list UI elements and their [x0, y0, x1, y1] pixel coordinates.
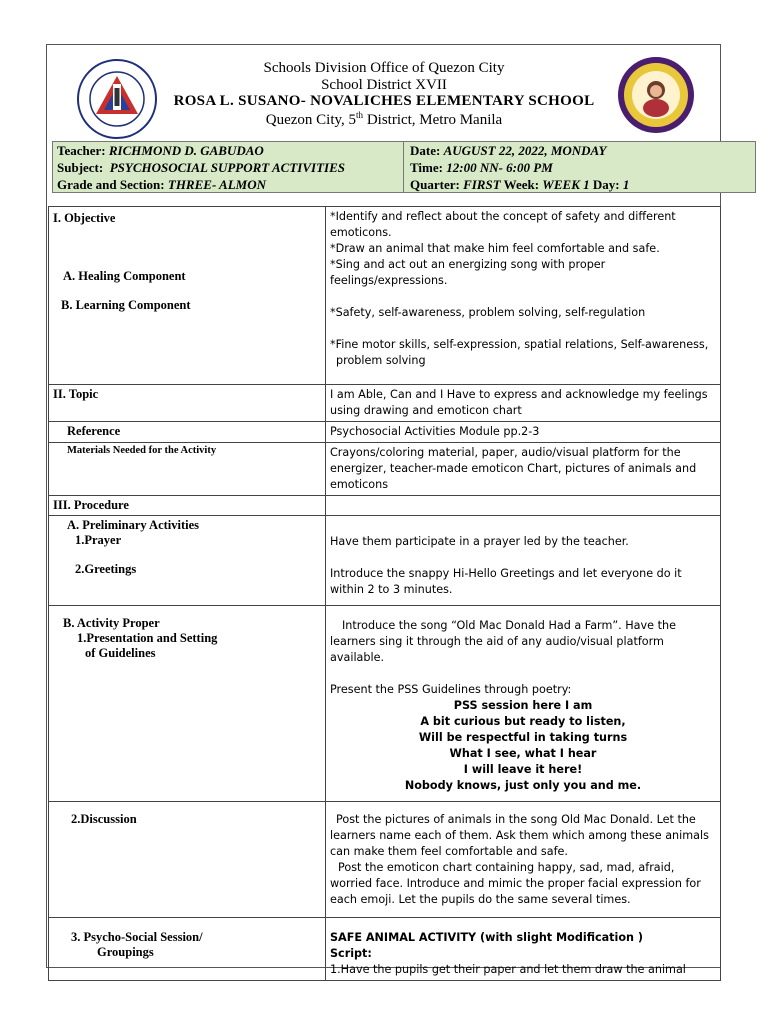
discussion-content	[326, 802, 721, 918]
subject-value: PSYCHOSOCIAL SUPPORT ACTIVITIES	[109, 160, 345, 175]
table-row	[49, 385, 721, 422]
groupings-heading: Groupings	[97, 945, 154, 959]
materials-cell	[49, 443, 326, 496]
time-value: 12:00 NN- 6:00 PM	[446, 160, 553, 175]
discussion-heading: 2.Discussion	[71, 812, 137, 826]
objective-item: *Safety, self-awareness, problem solving, self-regulation	[330, 306, 646, 319]
poem-line: I will leave it here!	[463, 763, 583, 776]
quarter-value: FIRST	[463, 177, 501, 192]
poem-line: Nobody knows, just only you and me.	[404, 779, 642, 792]
poem-line: PSS session here I am	[453, 699, 593, 712]
materials-heading: Materials Needed for the Activity	[67, 445, 217, 456]
objective-item: *Identify and reflect about the concept of safety and different emoticons.	[330, 210, 676, 239]
song-intro: Introduce the song “Old Mac Donald Had a Farm”. Have the learners sing it through the aid of any audio/visual platform available.	[330, 619, 676, 664]
table-row	[49, 443, 721, 496]
date-row	[410, 142, 750, 159]
division-office-title: Schools Division Office of Quezon City	[263, 60, 505, 76]
table-row	[49, 802, 721, 918]
quarter-label: Quarter:	[410, 177, 460, 192]
procedure-content	[326, 496, 721, 516]
quarter-row	[410, 176, 750, 193]
discussion-paragraph: Post the pictures of animals in the song Old Mac Donald. Let the learners name each of them. Ask them which among these animals can make them feel comfortable and safe.	[330, 813, 709, 858]
week-value: WEEK 1	[542, 177, 590, 192]
healing-component: A. Healing Component	[63, 269, 186, 283]
school-name: ROSA L. SUSANO- NOVALICHES ELEMENTARY SCHOOL	[173, 93, 595, 109]
table-row	[49, 422, 721, 443]
day-label: Day:	[592, 177, 620, 192]
table-row	[49, 207, 721, 385]
poem-line: A bit curious but ready to listen,	[420, 715, 626, 728]
info-left-column	[57, 142, 404, 192]
presentation-heading: 1.Presentation and Setting	[77, 631, 218, 645]
learning-component: B. Learning Component	[61, 298, 191, 312]
activity-cell	[49, 606, 326, 802]
objective-item: *Fine motor skills, self-expression, spatial relations, Self-awareness,	[330, 338, 709, 351]
topic-content	[326, 385, 721, 422]
prayer-text: Have them participate in a prayer led by the teacher.	[330, 535, 629, 548]
teacher-name: RICHMOND D. GABUDAO	[108, 143, 264, 158]
preliminary-heading: A. Preliminary Activities	[67, 518, 200, 532]
info-right-column	[410, 142, 750, 192]
reference-cell	[49, 422, 326, 443]
psycho-cell	[49, 918, 326, 981]
topic-heading: II. Topic	[53, 387, 99, 401]
topic-text: I am Able, Can and I Have to express and acknowledge my feelings using drawing and emoticon chart	[330, 388, 708, 417]
poem-line: What I see, what I hear	[449, 747, 597, 760]
address-part: District, Metro Manila	[363, 112, 503, 128]
week-label: Week:	[503, 177, 540, 192]
materials-content	[326, 443, 721, 496]
objective-cell	[49, 207, 326, 385]
table-row	[49, 918, 721, 981]
teacher-row	[57, 142, 403, 159]
preliminary-cell	[49, 516, 326, 606]
school-address	[0, 110, 768, 129]
time-row	[410, 159, 750, 176]
objective-item: problem solving	[336, 354, 426, 367]
objective-heading: I. Objective	[53, 211, 116, 225]
script-label: Script:	[330, 947, 372, 960]
address-superscript: th	[356, 110, 364, 120]
activity-heading: B. Activity Proper	[63, 616, 160, 630]
subject-row	[57, 159, 403, 176]
table-row	[49, 496, 721, 516]
topic-cell	[49, 385, 326, 422]
school-district: School District XVII	[321, 77, 447, 93]
script-line: 1.Have the pupils get their paper and let them draw the animal	[330, 963, 686, 976]
procedure-cell	[49, 496, 326, 516]
lesson-plan-table	[48, 206, 721, 981]
materials-text: Crayons/coloring material, paper, audio/visual platform for the energizer, teacher-made emoticon Chart, pictures of animals and emoticons	[330, 446, 697, 491]
time-label: Time:	[410, 160, 443, 175]
prayer-heading: 1.Prayer	[75, 533, 122, 547]
psycho-session-heading: 3. Psycho-Social Session/	[71, 930, 203, 944]
table-row	[49, 606, 721, 802]
grade-value: THREE- ALMON	[167, 177, 266, 192]
grade-label: Grade and Section:	[57, 177, 165, 192]
address-part: Quezon City, 5	[265, 112, 357, 128]
activity-content	[326, 606, 721, 802]
table-row	[49, 516, 721, 606]
activity-title: SAFE ANIMAL ACTIVITY (with slight Modification )	[330, 931, 644, 944]
discussion-paragraph: Post the emoticon chart containing happy, sad, mad, afraid, worried face. Introduce and mimic the proper facial expression for each emoji. Let the pupils do the same several times.	[330, 861, 701, 906]
subject-label: Subject:	[57, 160, 104, 175]
procedure-heading: III. Procedure	[53, 498, 129, 512]
grade-row	[57, 176, 403, 193]
day-value: 1	[622, 177, 630, 192]
objective-content	[326, 207, 721, 385]
reference-text: Psychosocial Activities Module pp.2-3	[330, 425, 540, 438]
objective-item: *Sing and act out an energizing song with proper feelings/expressions.	[330, 258, 606, 287]
pss-intro: Present the PSS Guidelines through poetry:	[330, 683, 572, 696]
discussion-cell	[49, 802, 326, 918]
date-value: AUGUST 22, 2022, MONDAY	[443, 143, 607, 158]
preliminary-content	[326, 516, 721, 606]
greetings-heading: 2.Greetings	[75, 562, 137, 576]
teacher-label: Teacher:	[57, 143, 106, 158]
greetings-text: Introduce the snappy Hi-Hello Greetings and let everyone do it within 2 to 3 minutes.	[330, 567, 682, 596]
guidelines-heading: of Guidelines	[85, 646, 156, 660]
lesson-info-band	[52, 141, 756, 193]
reference-heading: Reference	[67, 424, 121, 438]
psycho-content	[326, 918, 721, 981]
poem-line: Will be respectful in taking turns	[418, 731, 628, 744]
date-label: Date:	[410, 143, 441, 158]
reference-content	[326, 422, 721, 443]
objective-item: *Draw an animal that make him feel comfortable and safe.	[330, 242, 660, 255]
